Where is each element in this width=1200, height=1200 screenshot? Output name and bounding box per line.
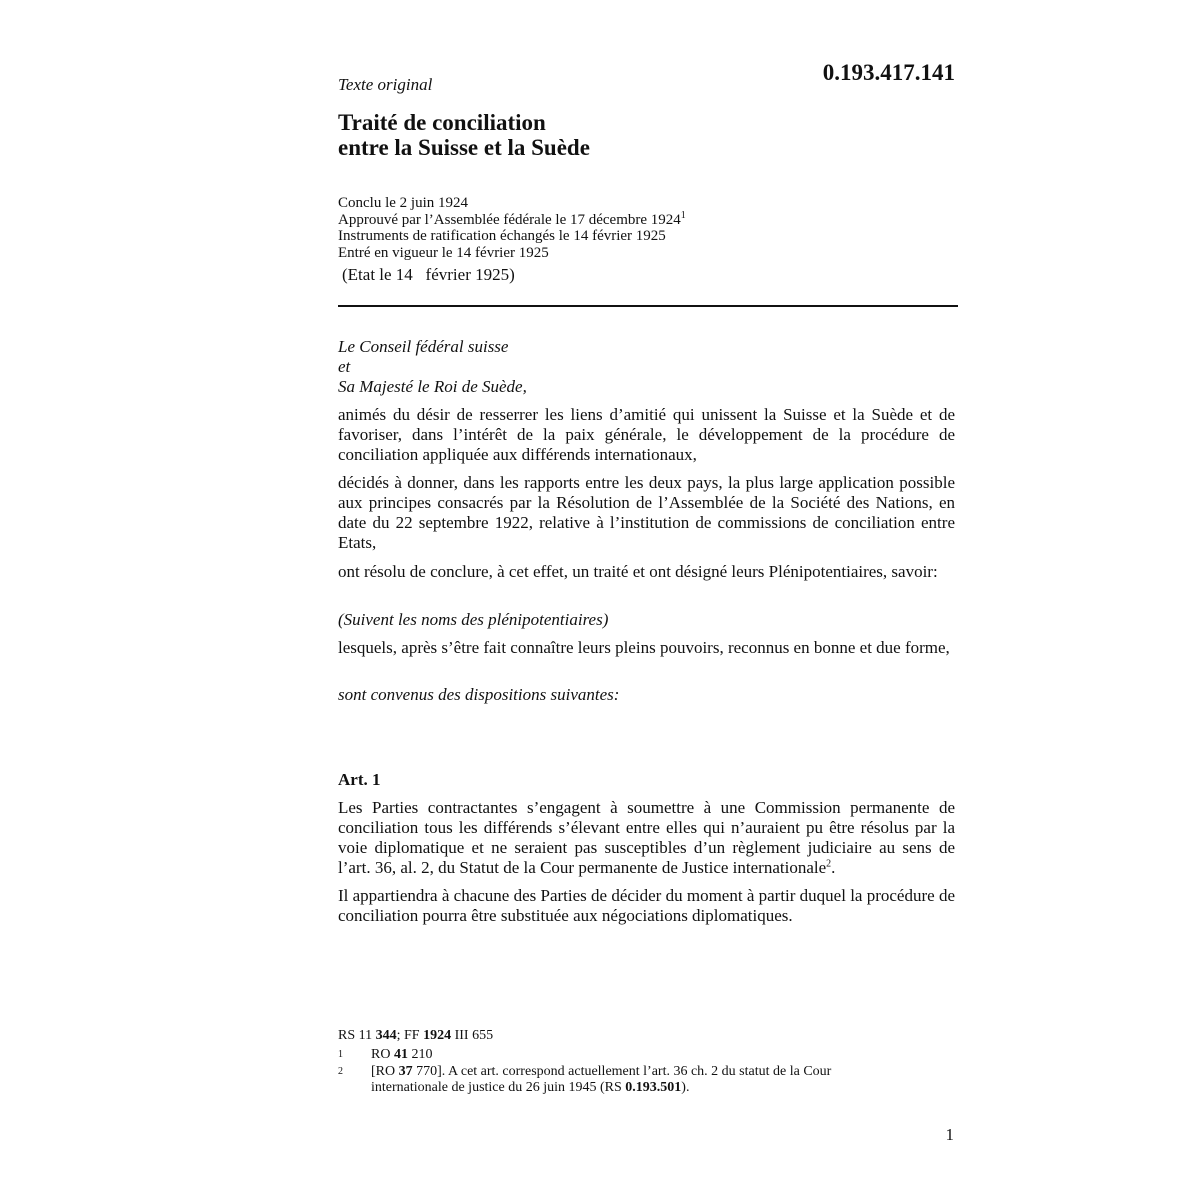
footnote-1-text	[371, 1047, 931, 1063]
footnote-2-part: [RO	[371, 1064, 399, 1079]
source-ref-part: ; FF	[396, 1028, 424, 1043]
status-date: (Etat le 14 février 1925)	[342, 265, 515, 284]
title-line-1: Traité de conciliation	[338, 110, 546, 135]
footnote-2-bold: 0.193.501	[625, 1080, 682, 1095]
preamble-paragraph-1: animés du désir de resserrer les liens d’amitié qui unissent la Suisse et la Suède et de favoriser, dans l’intérêt de la paix générale, le développement de la procédure de conciliation appliquée aux différends internationaux,	[338, 405, 955, 464]
article-1-paragraph-2: Il appartiendra à chacune des Parties de décider du moment à partir duquel la procédure de conciliation pourra être substituée aux négociations diplomatiques.	[338, 886, 955, 925]
footnote-ref-1[interactable]: 1	[680, 209, 686, 221]
source-reference	[338, 1028, 493, 1044]
footnote-2-mark: 2	[338, 1066, 343, 1077]
sr-number: 0.193.417.141	[822, 60, 955, 85]
title-line-2: entre la Suisse et la Suède	[338, 135, 590, 160]
preamble-and: et	[338, 357, 351, 376]
footnote-2-part: 770]. A cet art. correspond actuellement l’art. 36 ch. 2 du statut de la Cour internationale de justice du 26 juin 1945 (RS	[371, 1064, 832, 1095]
preamble-party-2: Sa Majesté le Roi de Suède,	[338, 377, 527, 396]
footnote-1-bold: 41	[393, 1047, 408, 1062]
page-number: 1	[945, 1125, 954, 1144]
footnote-1	[338, 1047, 958, 1063]
treaty-metadata	[338, 195, 686, 261]
plenipotentiaries-note: (Suivent les noms des plénipotentiaires)	[338, 610, 609, 629]
article-1-paragraph-1-text: Les Parties contractantes s’engagent à soumettre à une Commission permanente de conciliation tous les différends s’élevant entre elles qui n’auraient pu être résolus par la voie diplomatique et ne seraient pas susceptibles d’un règlement judiciaire au sens de l’art. 36, al. 2, du Statut de la Cour permanente de Justice internationale	[338, 798, 955, 877]
source-ref-bold: 1924	[423, 1028, 452, 1043]
preamble-closing: sont convenus des dispositions suivantes:	[338, 685, 620, 704]
approval-date	[338, 209, 686, 229]
source-ref-part: RS 11	[338, 1028, 376, 1043]
article-1-paragraph-1	[338, 798, 955, 878]
document-label: Texte original	[338, 75, 433, 94]
article-1-paragraph-1-end: .	[831, 858, 836, 877]
footnote-2-part: ).	[681, 1080, 690, 1095]
source-ref-part: III 655	[451, 1028, 494, 1043]
concluded-date: Conclu le 2 juin 1924	[338, 195, 468, 211]
approval-text: Approuvé par l’Assemblée fédérale le 17 décembre 1924	[338, 211, 681, 228]
header-divider	[338, 305, 958, 307]
footnote-1-part: RO	[371, 1047, 394, 1062]
preamble-party-1: Le Conseil fédéral suisse	[338, 337, 509, 356]
footnote-ref-2[interactable]: 2	[826, 858, 832, 870]
in-force-date: Entré en vigueur le 14 février 1925	[338, 244, 549, 261]
ratification-date: Instruments de ratification échangés le 14 février 1925	[338, 228, 666, 244]
document-title	[338, 110, 590, 160]
preamble-paragraph-4: lesquels, après s’être fait connaître leurs pleins pouvoirs, reconnus en bonne et due forme,	[338, 638, 950, 657]
footnote-1-mark: 1	[338, 1049, 343, 1060]
article-1-title: Art. 1	[338, 770, 381, 789]
footnote-1-part: 210	[407, 1047, 433, 1062]
source-ref-bold: 344	[375, 1028, 397, 1043]
footnote-2	[338, 1064, 958, 1098]
footnote-2-bold: 37	[398, 1064, 413, 1079]
preamble-paragraph-3: ont résolu de conclure, à cet effet, un traité et ont désigné leurs Plénipotentiaires, savoir:	[338, 562, 938, 581]
footnote-2-text	[371, 1064, 911, 1096]
preamble-paragraph-2: décidés à donner, dans les rapports entre les deux pays, la plus large application possible aux principes consacrés par la Résolution de l’Assemblée de la Société des Nations, en date du 22 septembre 1922, relative à l’institution de commissions de conciliation entre Etats,	[338, 473, 955, 552]
